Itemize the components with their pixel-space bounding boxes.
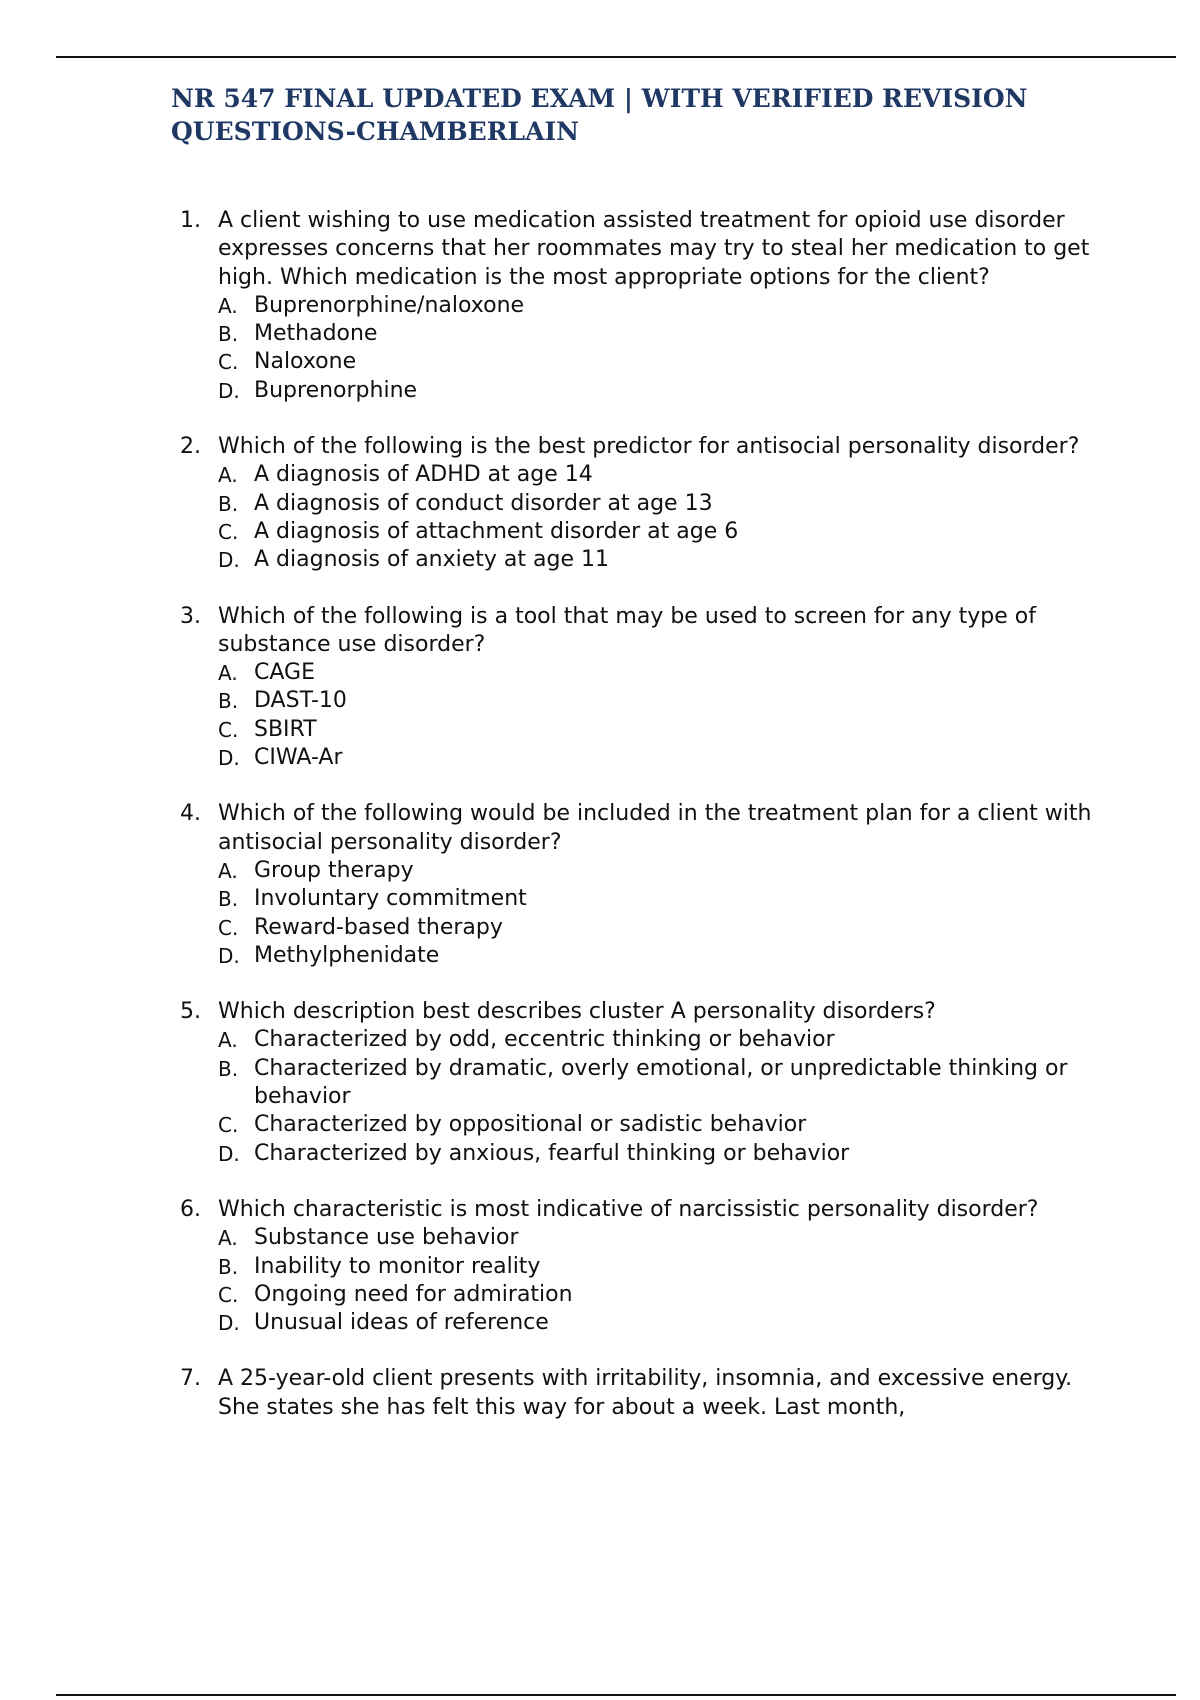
option-text: A diagnosis of conduct disorder at age 13	[254, 490, 713, 516]
option-text: A diagnosis of ADHD at age 14	[254, 462, 593, 488]
option-letter: A.	[218, 661, 238, 686]
option-text: Characterized by anxious, fearful thinking or behavior	[254, 1140, 850, 1166]
question-number: 4.	[180, 801, 201, 827]
option-letter: D.	[218, 378, 240, 403]
option-text: Ongoing need for admiration	[254, 1281, 573, 1307]
option-text: Methadone	[254, 321, 378, 347]
option-text: Characterized by dramatic, overly emotional, or unpredictable thinking or behavior	[254, 1055, 1068, 1110]
option-text: A diagnosis of attachment disorder at age 6	[254, 518, 739, 544]
question-text: A 25-year-old client presents with irritability, insomnia, and excessive energy. She states she has felt this way for about a week. Last month,	[218, 1366, 1073, 1420]
option-text: Substance use behavior	[254, 1225, 519, 1251]
answer-option	[218, 914, 1100, 942]
answer-option	[218, 1224, 1100, 1252]
option-text: CIWA-Ar	[254, 745, 343, 771]
answer-option	[218, 659, 1100, 687]
option-text: Characterized by odd, eccentric thinking or behavior	[254, 1027, 835, 1053]
option-letter: A.	[218, 463, 238, 488]
option-text: Naloxone	[254, 349, 357, 375]
answer-option	[218, 1026, 1100, 1054]
answer-option	[218, 744, 1100, 772]
option-text: Reward-based therapy	[254, 914, 503, 940]
question-number: 3.	[180, 603, 201, 629]
option-letter: B.	[218, 1254, 239, 1279]
question-text: Which of the following would be included in the treatment plan for a client with antisocial personality disorder?	[218, 801, 1092, 855]
answer-option	[218, 885, 1100, 913]
option-text: DAST-10	[254, 688, 347, 714]
answer-option	[218, 857, 1100, 885]
answer-option	[218, 942, 1100, 970]
option-text: Inability to monitor reality	[254, 1253, 541, 1279]
question-text: A client wishing to use medication assisted treatment for opioid use disorder expresses concerns that her roommates may try to steal her medication to get high. Which medication is the most appropriate options for the client?	[218, 208, 1090, 290]
answer-option	[218, 546, 1100, 574]
question-item	[180, 433, 1100, 574]
option-letter: A.	[218, 858, 238, 883]
option-text: A diagnosis of anxiety at age 11	[254, 547, 609, 573]
option-text: Methylphenidate	[254, 942, 440, 968]
option-letter: A.	[218, 1028, 238, 1053]
option-letter: B.	[218, 322, 239, 347]
option-letter: A.	[218, 1226, 238, 1251]
option-letter: C.	[218, 350, 239, 375]
question-number: 1.	[180, 208, 201, 233]
option-text: CAGE	[254, 660, 315, 686]
question-text: Which of the following is the best predictor for antisocial personality disorder?	[218, 434, 1080, 460]
answer-option	[218, 1309, 1100, 1337]
question-text: Which of the following is a tool that may be used to screen for any type of substance use disorder?	[218, 603, 1036, 657]
option-letter: B.	[218, 689, 239, 714]
option-letter: C.	[218, 1282, 239, 1307]
option-text: Buprenorphine/naloxone	[254, 292, 525, 318]
question-list	[180, 207, 1100, 1450]
answer-option	[218, 1055, 1100, 1112]
answer-option	[218, 292, 1100, 320]
answer-option	[218, 687, 1100, 715]
question-text: Which characteristic is most indicative of narcissistic personality disorder?	[218, 1196, 1039, 1222]
answer-option	[218, 320, 1100, 348]
option-letter: B.	[218, 887, 239, 912]
answer-option	[218, 1253, 1100, 1281]
option-letter: A.	[218, 293, 238, 318]
option-letter: D.	[218, 1141, 240, 1166]
option-letter: C.	[218, 717, 239, 742]
option-letter: D.	[218, 943, 240, 968]
question-item	[180, 800, 1100, 970]
footer-rule	[56, 1694, 1176, 1696]
answer-option	[218, 1281, 1100, 1309]
answer-option	[218, 461, 1100, 489]
option-letter: D.	[218, 548, 240, 573]
document-title: NR 547 FINAL UPDATED EXAM | WITH VERIFIED REVISION QUESTIONS-CHAMBERLAIN	[171, 84, 1028, 146]
option-letter: C.	[218, 519, 239, 544]
answer-option	[218, 518, 1100, 546]
answer-option	[218, 377, 1100, 405]
option-letter: C.	[218, 1113, 239, 1138]
option-letter: C.	[218, 915, 239, 940]
option-letter: D.	[218, 1311, 240, 1336]
option-text: SBIRT	[254, 716, 317, 742]
question-item	[180, 603, 1100, 773]
option-letter: B.	[218, 1056, 239, 1081]
question-item	[180, 1365, 1100, 1422]
question-item	[180, 998, 1100, 1168]
option-text: Buprenorphine	[254, 377, 418, 403]
question-number: 2.	[180, 434, 201, 460]
option-text: Involuntary commitment	[254, 886, 527, 912]
question-item	[180, 1196, 1100, 1337]
question-text: Which description best describes cluster A personality disorders?	[218, 999, 936, 1025]
answer-option	[218, 1111, 1100, 1139]
option-text: Unusual ideas of reference	[254, 1310, 549, 1336]
option-letter: D.	[218, 746, 240, 771]
question-number: 7.	[180, 1366, 201, 1392]
option-text: Group therapy	[254, 857, 414, 883]
question-item	[180, 207, 1100, 405]
header-rule	[56, 56, 1176, 58]
answer-option	[218, 1140, 1100, 1168]
question-number: 6.	[180, 1196, 201, 1222]
question-number: 5.	[180, 999, 201, 1025]
answer-option	[218, 490, 1100, 518]
option-text: Characterized by oppositional or sadistic behavior	[254, 1112, 807, 1138]
answer-option	[218, 716, 1100, 744]
answer-option	[218, 348, 1100, 376]
option-letter: B.	[218, 491, 239, 516]
